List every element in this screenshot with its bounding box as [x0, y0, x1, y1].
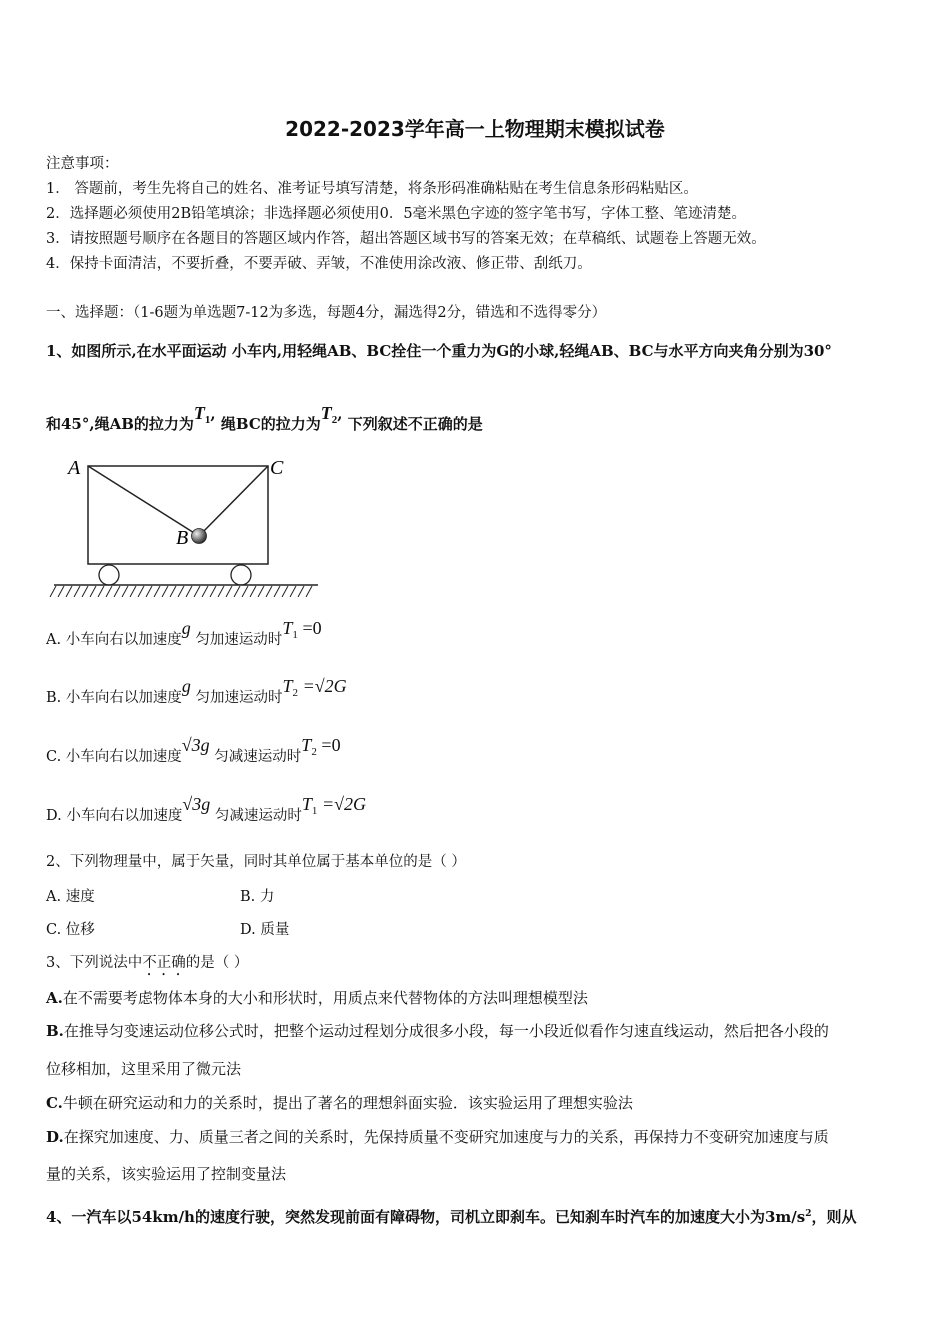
q1-option-a[interactable]: A. 小车向右以加速度g 匀加速运动时$T_1 =0$ — [46, 618, 322, 648]
cart-figure — [46, 452, 326, 602]
q3-option-d-line1[interactable]: D.在探究加速度、力、质量三者之间的关系时，先保持质量不变研究加速度与力的关系，再保持力不变研究加速度与质 — [46, 1128, 829, 1146]
q3-emphasis: 不正确 — [142, 955, 186, 971]
q1-stem-part-a: 和45°,绳AB的拉力为 — [46, 415, 194, 433]
notice-heading: 注意事项： — [46, 156, 119, 172]
q1-t2-symbol: $T_2$ — [320, 403, 338, 426]
q1-a-accel: g — [181, 618, 191, 638]
q3-option-b-line2[interactable]: 位移相加，这里采用了微元法 — [46, 1060, 242, 1078]
label-b: B — [176, 527, 189, 549]
q2-option-b[interactable]: B. 力 — [240, 889, 275, 905]
notice-item-2: 2．选择题必须使用2B铅笔填涂；非选择题必须使用0．5毫米黑色字迹的签字笔书写，字体工整、笔迹清楚。 — [46, 206, 747, 222]
q3-option-a[interactable]: A.在不需要考虑物体本身的大小和形状时，用质点来代替物体的方法叫理想模型法 — [46, 989, 588, 1007]
notice-item-1: 1． 答题前，考生先将自己的姓名、准考证号填写清楚，将条形码准确粘贴在考生信息条形码粘贴区。 — [46, 181, 698, 197]
q2-stem: 2、下列物理量中，属于矢量，同时其单位属于基本单位的是（ ） — [46, 854, 466, 870]
page-title: 2022-2023学年高一上物理期末模拟试卷 — [285, 117, 665, 141]
ground-hatching — [50, 586, 312, 597]
q1-d-accel: √3g — [182, 794, 211, 814]
notice-item-4: 4．保持卡面清洁，不要折叠，不要弄破、弄皱，不准使用涂改液、修正带、刮纸刀。 — [46, 256, 592, 272]
q3-stem: 3、下列说法中不正确的是（ ） — [46, 955, 249, 971]
q2-row-1 — [46, 885, 95, 906]
notice-item-3: 3．请按照题号顺序在各题目的答题区域内作答，超出答题区域书写的答案无效；在草稿纸、试题卷上答题无效。 — [46, 231, 766, 247]
label-a: A — [68, 457, 81, 479]
label-c: C — [270, 457, 284, 479]
q1-b-accel: g — [181, 676, 191, 696]
q1-t1-symbol: $T_1$ — [193, 403, 211, 426]
q4-stem: 4、一汽车以54km/h的速度行驶，突然发现前面有障碍物，司机立即刹车。已知刹车时汽车的加速度大小为$3m/s^2$，则从 — [46, 1208, 857, 1226]
ball — [192, 529, 207, 544]
q1-option-c[interactable]: C. 小车向右以加速度√3g 匀减速运动时$T_2 =0$ — [46, 735, 341, 765]
q2-row-2 — [46, 918, 95, 939]
section-heading: 一、选择题：（1-6题为单选题7-12为多选，每题4分，漏选得2分，错选和不选得零分） — [46, 305, 607, 321]
right-wheel — [231, 565, 251, 585]
q1-option-d[interactable]: D. 小车向右以加速度√3g 匀减速运动时$T_1 =√2G$ — [46, 794, 366, 824]
q3-option-c[interactable]: C.牛顿在研究运动和力的关系时，提出了著名的理想斜面实验．该实验运用了理想实验法 — [46, 1094, 633, 1112]
q3-option-d-line2[interactable]: 量的关系，该实验运用了控制变量法 — [46, 1165, 287, 1183]
q3-option-b-line1[interactable]: B.在推导匀变速运动位移公式时，把整个运动过程划分成很多小段，每一小段近似看作匀速直线运动，然后把各小段的 — [46, 1022, 829, 1040]
left-wheel — [99, 565, 119, 585]
q1-stem-part-b: 绳BC的拉力为 — [220, 415, 321, 433]
q1-option-b[interactable]: B. 小车向右以加速度g 匀加速运动时$T_2 =√2G$ — [46, 676, 347, 706]
q1-c-accel: √3g — [181, 735, 210, 755]
q1-stem-line1: 1、如图所示,在水平面运动 小车内,用轻绳AB、BC拴住一个重力为G的小球,轻绳AB、BC与水平方向夹角分别为30° — [46, 342, 832, 360]
q1-stem-part-c: 下列叙述不正确的是 — [347, 415, 483, 433]
q2-option-d[interactable]: D. 质量 — [240, 922, 290, 938]
q1-stem-line2: 和45°,绳AB的拉力为$T_1$, 绳BC的拉力为$T_2$, 下列叙述不正确的是 — [46, 403, 483, 433]
q2-option-c[interactable]: C. 位移 — [46, 922, 95, 938]
q2-option-a[interactable]: A. 速度 — [46, 889, 95, 905]
